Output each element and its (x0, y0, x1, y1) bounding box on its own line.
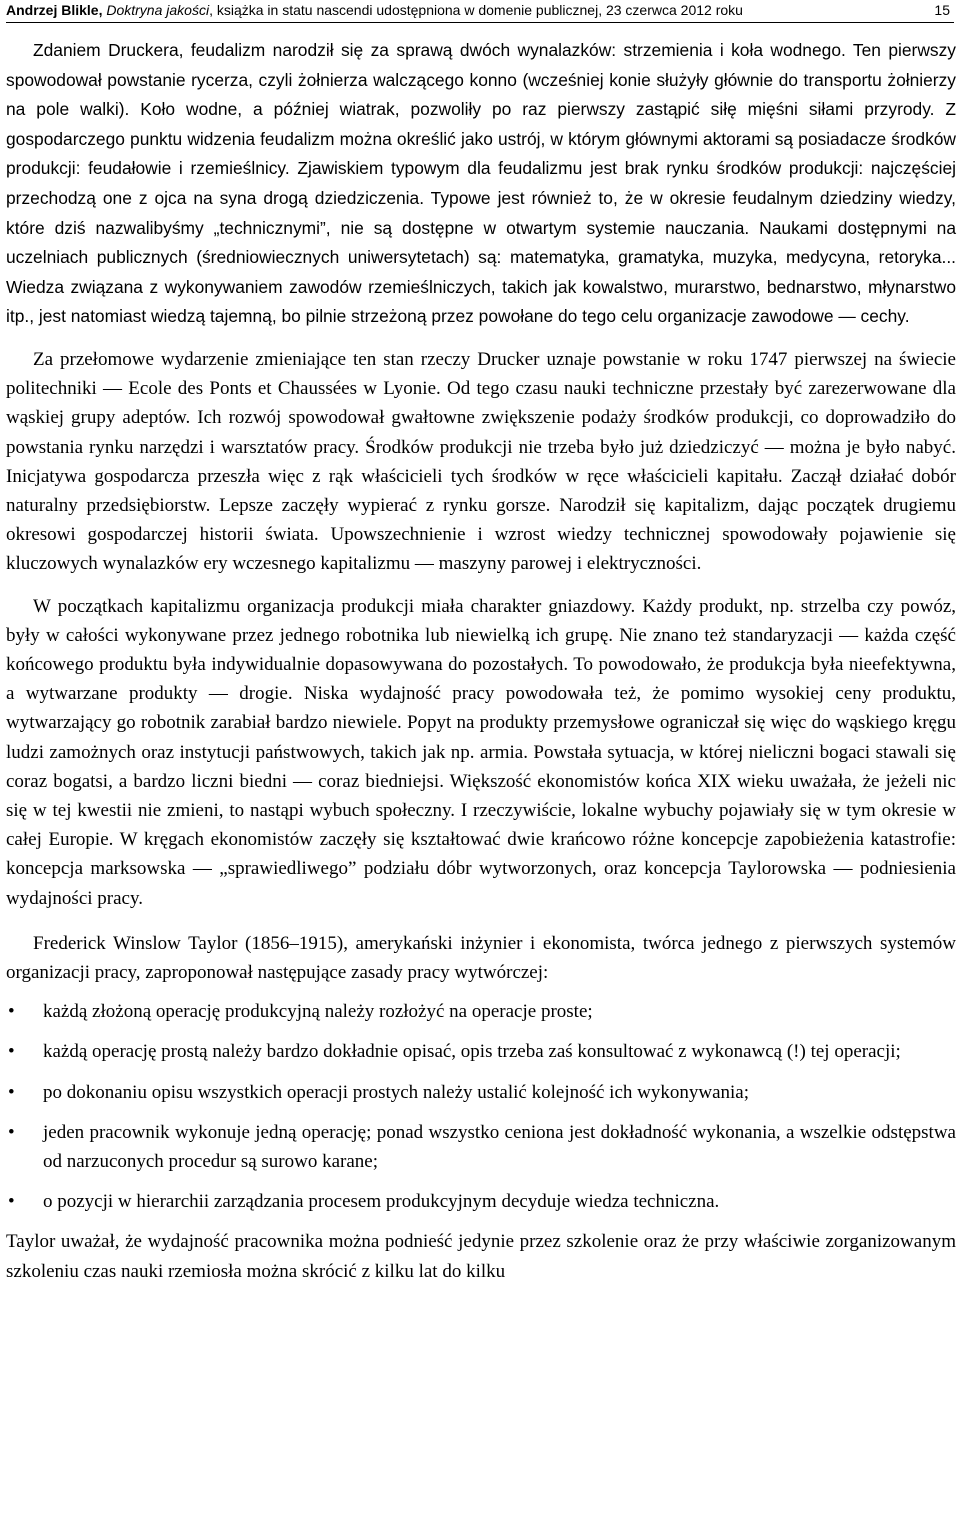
header-book-title: Doktryna jakości (106, 2, 210, 18)
list-item-text: jeden pracownik wykonuje jedną operację; ponad wszystko ceniona jest dokładność wykonania, a wszelkie odstępstwa od narzuconych procedur są surowo karane; (43, 1121, 956, 1173)
paragraph-taylor-intro: Frederick Winslow Taylor (1856–1915), amerykański inżynier i ekonomista, twórca jednego z pierwszych systemów organizacji pracy, zaproponował następujące zasady pracy wytwórczej: (6, 932, 956, 983)
bullet-icon: • (8, 1081, 15, 1103)
list-item (6, 1078, 956, 1107)
page-number: 15 (934, 2, 950, 18)
paragraph-capitalism: Za przełomowe wydarzenie zmieniające ten stan rzeczy Drucker uznaje powstanie w roku 1747 pierwszej na świecie politechniki — Ecole des Ponts et Chaussées w Lyonie. Od tego czasu nauki techniczne przestały być zarezerwowane dla wąskiej grupy adeptów. Ich rozwój spowodował gwałtowne zwiększenie podaży środków produkcji, co doprowadziło do powstania rynku narzędzi i warsztatów pracy. Środków produkcji nie trzeba było już dziedziczyć — można je było nabyć. Inicjatywa gospodarcza przeszła więc z rąk właścicieli tych środków w ręce właścicieli kapitału. Zaczął działać dobór naturalny przedsiębiorstw. Lepsze zaczęły wypierać z rynku gorsze. Narodził się kapitalizm, dając początek drugiemu okresowi gospodarczej historii świata. Upowszechnienie i wzrost wiedzy technicznej spowodowały pojawienie się kluczowych wynalazków ery wczesnego kapitalizmu — maszyny parowej i elektryczności. (6, 348, 956, 575)
bullet-icon: • (8, 1191, 15, 1213)
running-header (6, 0, 743, 20)
list-item-text: każdą operację prostą należy bardzo dokładnie opisać, opis trzeba zaś konsultować z wykonawcą (!) tej operacji; (43, 1041, 901, 1063)
list-item-text: po dokonaniu opisu wszystkich operacji prostych należy ustalić kolejność ich wykonywania; (43, 1081, 750, 1103)
list-item (6, 1118, 956, 1176)
header-author: Andrzej Blikle, (6, 2, 103, 18)
paragraph-taylor-training: Taylor uważał, że wydajność pracownika można podnieść jedynie przez szkolenie oraz że przy właściwie zorganizowanym szkoleniu czas nauki rzemiosła można skrócić z kilku lat do kilku (6, 1231, 956, 1282)
list-item (6, 1187, 956, 1216)
bullet-icon: • (8, 1001, 15, 1023)
page-body (6, 36, 956, 1286)
taylor-principles-list (6, 997, 956, 1216)
list-item (6, 997, 956, 1026)
bullet-icon: • (8, 1121, 15, 1143)
list-item-text: o pozycji w hierarchii zarządzania procesem produkcyjnym decyduje wiedza techniczna. (43, 1191, 720, 1213)
list-item (6, 1037, 956, 1066)
header-details: , książka in statu nascendi udostępniona w domenie publicznej, 23 czerwca 2012 roku (209, 2, 743, 18)
bullet-icon: • (8, 1041, 15, 1063)
paragraph-feudalism: Zdaniem Druckera, feudalizm narodził się za sprawą dwóch wynalazków: strzemienia i koła wodnego. Ten pierwszy spowodował powstanie rycerza, czyli żołnierza walczącego konno (wcześniej konie służyły głównie do transportu żołnierzy na pole walki). Koło wodne, a później wiatrak, pozwoliły po raz pierwszy zastąpić siłę mięśni siłami przyrody. Z gospodarczego punktu widzenia feudalizm można określić jako ustrój, w którym głównymi aktorami są posiadacze środków produkcji: feudałowie i rzemieślnicy. Zjawiskiem typowym dla feudalizmu jest brak rynku środków produkcji: najczęściej przechodzą one z ojca na syna drogą dziedziczenia. Typowe jest również to, że w okresie feudalnym dziedziny wiedzy, które dziś nazwalibyśmy „technicznymi”, nie są dostępne w otwartym systemie nauczania. Naukami dostępnymi na uczelniach publicznych (średniowiecznych uniwersytetach) są: matematyka, gramatyka, muzyka, medycyna, retoryka... Wiedza związana z wykonywaniem zawodów rzemieślniczych, takich jak kowalstwo, murarstwo, bednarstwo, młynarstwo itp., jest natomiast wiedzą tajemną, bo pilnie strzeżoną przez powołane do tego celu organizacje zawodowe — cechy. (6, 40, 956, 327)
list-item-text: każdą złożoną operację produkcyjną należy rozłożyć na operacje proste; (43, 1001, 593, 1023)
paragraph-production: W początkach kapitalizmu organizacja produkcji miała charakter gniazdowy. Każdy produkt, np. strzelba czy powóz, były w całości wykonywane przez jednego robotnika lub niewielką ich grupę. Nie znano też standaryzacji — każda część końcowego produktu była indywidualnie dopasowywana do pozostałych. To powodowało, że produkcja była nieefektywna, a wytwarzane produkty — drogie. Niska wydajność pracy powodowała też, że pomimo wysokiej ceny produktu, wytwarzający go robotnik zarabiał bardzo niewiele. Popyt na produkty przemysłowe ograniczał się więc do wąskiego kręgu ludzi zamożnych oraz instytucji państwowych, takich jak np. armia. Powstała sytuacja, w której nieliczni bogaci stawali się coraz bogatsi, a bardzo liczni biedni — coraz biedniejsi. Większość ekonomistów końca XIX wieku uważała, że jeżeli nic się w tej kwestii nie zmieni, to nastąpi wybuch społeczny. I rzeczywiście, lokalne wybuchy pojawiały się w tym okresie w całej Europie. W kręgach ekonomistów zaczęły się kształtować dwie krańcowo różne koncepcje zapobieżenia katastrofie: koncepcja marksowska — „sprawiedliwego” podziału dóbr wytworzonych, oraz koncepcja Taylorowska — podniesienia wydajności pracy. (6, 595, 956, 909)
page-header (6, 0, 954, 23)
